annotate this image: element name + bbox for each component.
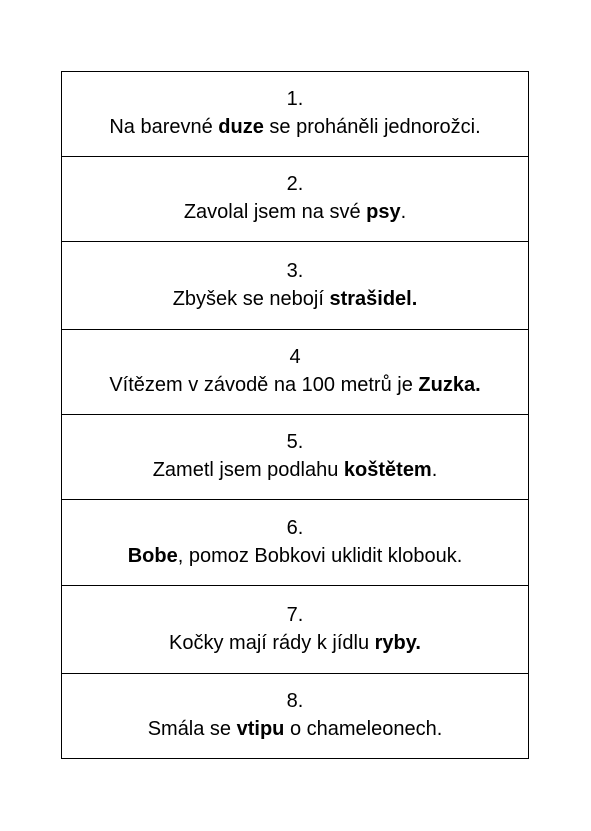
- sentence: [109, 112, 480, 142]
- sentence-table: [61, 71, 529, 759]
- sentence: [169, 628, 421, 658]
- table-row: [62, 330, 528, 415]
- table-row: [62, 415, 528, 500]
- row-number: 5.: [286, 431, 304, 453]
- table-row: [62, 242, 528, 330]
- highlighted-word: vtipu: [236, 718, 285, 740]
- highlighted-word: Bobe: [127, 544, 178, 567]
- sentence-text: se proháněli jednorožci.: [263, 116, 481, 138]
- sentence: [128, 541, 463, 571]
- sentence: [153, 455, 438, 485]
- highlighted-word: duze: [218, 116, 264, 138]
- row-number: 2.: [286, 173, 304, 195]
- highlighted-word: koštětem: [343, 459, 432, 481]
- sentence-text: , pomoz Bobkovi uklidit klobouk.: [177, 544, 463, 567]
- table-row: [62, 674, 528, 758]
- sentence-text: Zametl jsem podlahu: [152, 459, 344, 481]
- table-row: [62, 586, 528, 674]
- sentence-text: Kočky mají rády k jídlu: [169, 631, 375, 654]
- sentence: [173, 284, 418, 314]
- row-number: 8.: [286, 690, 304, 712]
- sentence: [148, 714, 443, 744]
- row-number: 6.: [286, 516, 304, 539]
- table-row: [62, 157, 528, 242]
- sentence-text: o chameleonech.: [284, 718, 443, 740]
- sentence-text: .: [400, 201, 407, 223]
- sentence: [184, 197, 406, 227]
- row-number: 4: [289, 346, 301, 368]
- table-row: [62, 72, 528, 157]
- sentence: [109, 370, 480, 400]
- table-row: [62, 500, 528, 586]
- highlighted-word: Zuzka.: [418, 374, 481, 396]
- row-number: 7.: [286, 603, 304, 626]
- highlighted-word: strašidel.: [329, 287, 418, 310]
- highlighted-word: ryby.: [374, 631, 421, 654]
- sentence-text: Zbyšek se nebojí: [172, 287, 330, 310]
- sentence-text: Vítězem v závodě na 100 metrů je: [109, 374, 419, 396]
- sentence-text: Smála se: [147, 718, 237, 740]
- sentence-text: .: [431, 459, 438, 481]
- sentence-text: Zavolal jsem na své: [183, 201, 367, 223]
- sentence-text: Na barevné: [109, 116, 219, 138]
- row-number: 3.: [286, 259, 304, 282]
- row-number: 1.: [286, 88, 304, 110]
- highlighted-word: psy: [366, 201, 401, 223]
